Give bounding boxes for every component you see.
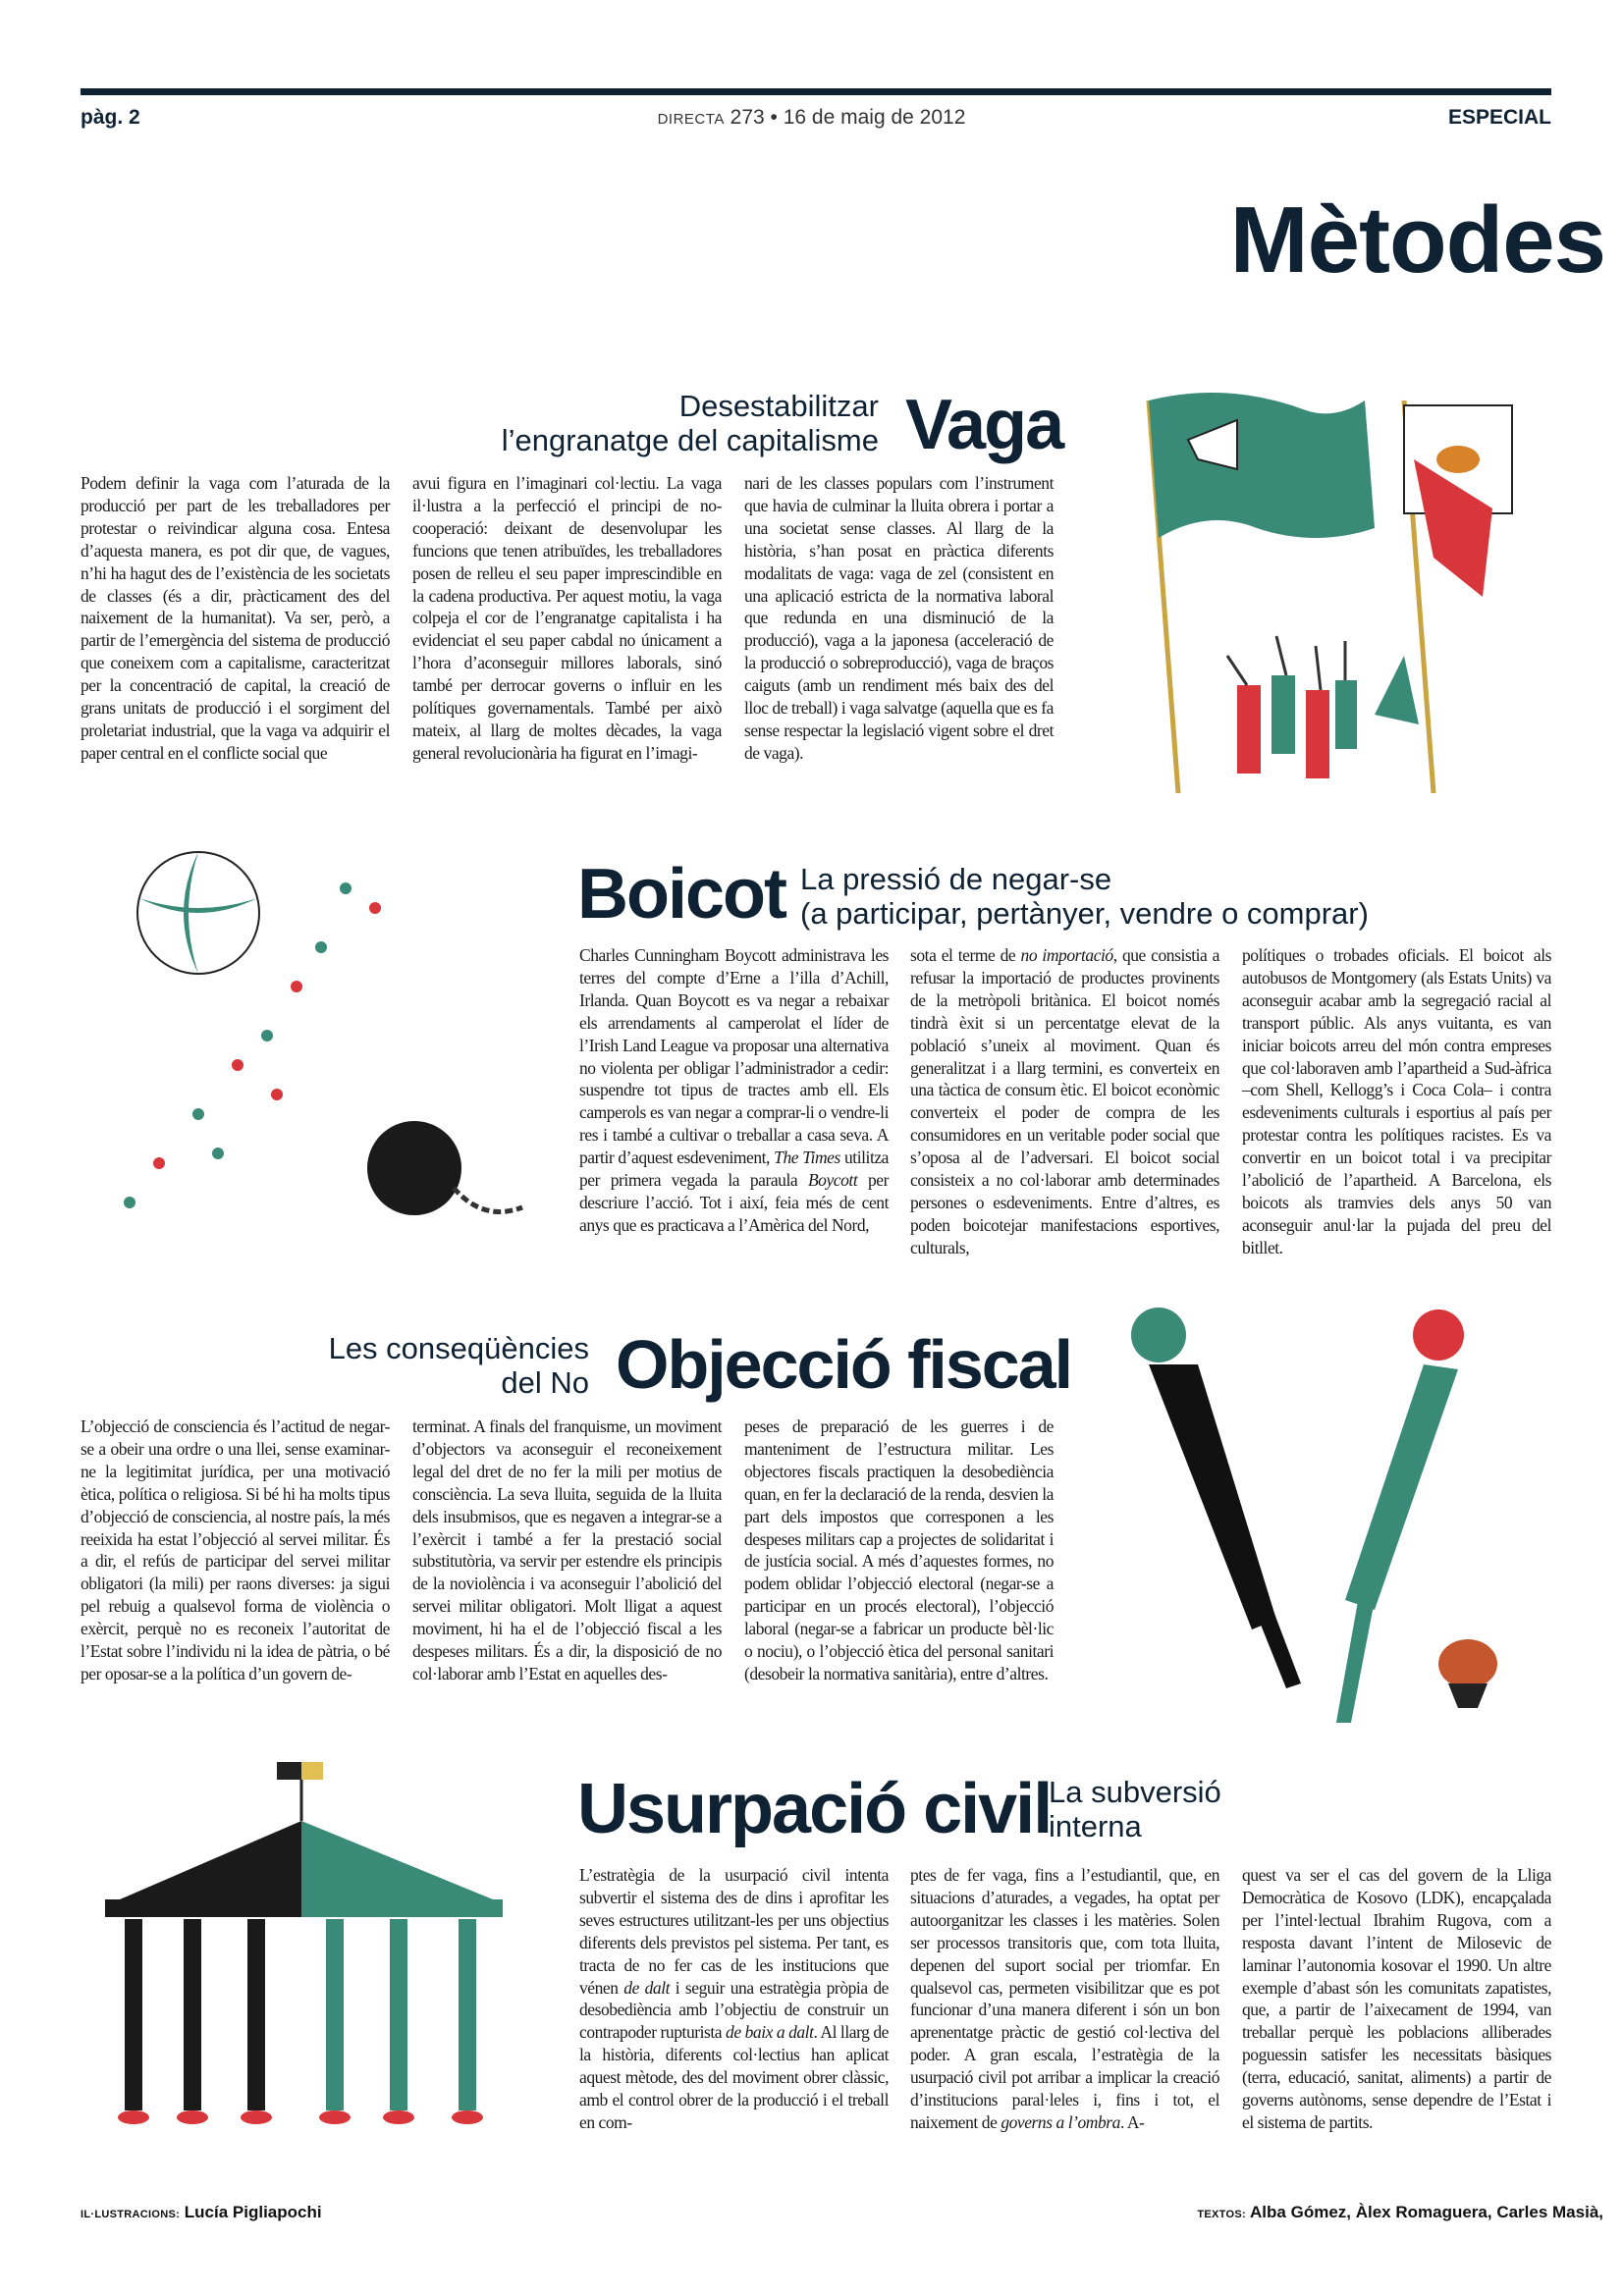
- italic-text: de baix a dalt: [726, 2022, 814, 2043]
- black-flag-icon: [277, 1762, 301, 1780]
- text: . Al llarg de la història, diferents col·lectius han aplicat aquest mètode, des del moviment obrer clàssic, amb el control obrer de la producció i el treball en com-: [579, 2022, 889, 2132]
- text-credit: [1197, 2203, 1603, 2222]
- vaga-illustration: [1080, 361, 1551, 803]
- boicot-column-1: [579, 944, 889, 1237]
- raised-hands-icon: [1227, 636, 1357, 778]
- objeccio-title: Objecció fiscal: [616, 1326, 1072, 1403]
- author-names: Alba Gómez, Àlex Romaguera, Carles Masià,: [1250, 2203, 1603, 2221]
- header-rule: [81, 88, 1551, 95]
- red-flag-icon: [1404, 400, 1512, 793]
- usurpacio-column-2: [910, 1864, 1219, 2134]
- italic-text: Boycott: [807, 1170, 858, 1191]
- page-number: pàg. 2: [81, 106, 140, 129]
- boicot-column-2: [910, 944, 1219, 1259]
- objeccio-column-1: L’objecció de consciencia és l’actitud de negar-se a obeir una ordre o una llei, sense examinar-ne la legitimitat jurídica, per una motivació ètica, política o religiosa. Si bé hi ha molts tipus d’objecció de consciencia, al nostre país, la més reeixida ha estat l’objecció al servei militar. És a dir, el refús de participar del servei militar obligatori (la mili) per raons diverses: ja sigui pel rebuig a qualsevol forma de violència o exèrcit, perquè no es reconeix l’autoritat de l’Estat sobre l’individu ni la idea de pàtria, o bé per oposar-se a la política d’un govern de-: [81, 1416, 390, 1683]
- boicot-kicker: [800, 862, 1369, 931]
- text: sota el terme de: [910, 945, 1021, 965]
- boicot-column-3: polítiques o trobades oficials. El boicot als autobusos de Montgomery (als Estats Units) va aconseguir acabar amb la segregació racial al transport públic. Als anys vuitanta, es van iniciar boicots arreu del món contra empreses que col·laboraven amb l’apartheid a Sud-àfrica –com Shell, Kellogg’s i Coca Cola– i contra esdeveniments culturals i esportius al país per protestar contra les polítiques racistes. Es va convertir en un boicot total i va precipitar l’abolició de l’apartheid. A Barcelona, els boicots als tramvies dels anys 50 van aconseguir anul·lar la pujada del preu del bitllet.: [1242, 945, 1551, 1257]
- section-label: ESPECIAL: [1447, 106, 1551, 129]
- text: L’estratègia de la usurpació civil intenta subvertir el sistema des de dins i aprofitar les seves estructures utilitzant-les per uns objectius diferents dels previstos pel sistema. Per tant, es tracta de no fer cas de les institucions que vénen: [579, 1865, 889, 1998]
- italic-text: The Times: [774, 1148, 840, 1168]
- publication-name: DIRECTA: [657, 111, 725, 128]
- plant-pot-icon: [1438, 1639, 1497, 1708]
- vaga-kicker-line2: l’engranatge del capitalisme: [501, 423, 879, 457]
- vaga-column-1: Podem definir la vaga com l’aturada de la producció per part de les treballadores per protestar o reivindicar alguna cosa. Entesa d’aquesta manera, es pot dir que, de vagues, n’hi ha hagut des de l’existència de les societats de classes (és a dir, pràcticament des del naixement de la humanitat). Va ser, però, a partir de l’emergència del sistema de producció que coneixem com a capitalisme, caracteritzat per la concentració de capital, la creació de grans unitats de producció i el sorgiment del proletariat industrial, que la vaga va adquirir el paper central en el conflicte social que: [81, 473, 390, 763]
- boicot-title: Boicot: [577, 855, 785, 934]
- italic-text: de dalt: [623, 1977, 671, 1998]
- boicot-illustration: [81, 839, 552, 1281]
- objeccio-column-3: peses de preparació de les guerres i de manteniment de l’estructura militar. Les objectores fiscals practiquen la desobediència quan, en fer la declaració de la renda, desvien la part dels impostos que corresponen a les despeses militars cap a projectes de solidaritat i de justícia social. A més d’aquestes formes, no podem oblidar l’objecció electoral (negar-se a participar en un procés electoral), l’objecció laboral (negar-se a fabricar un producte bèl·lic o nociu), o l’objecció ètica del personal sanitari (desobeir la normativa sanitària), entre d’altres.: [744, 1416, 1054, 1683]
- temple-building-icon: [105, 1762, 503, 2124]
- text: i seguir una estratègia pròpia de desobediència amb l’objectiu de construir un contrapoder rupturista: [579, 1977, 889, 2043]
- usurpacio-kicker: [1049, 1775, 1221, 1843]
- objeccio-kicker-line1: Les conseqüències: [328, 1331, 589, 1365]
- text: utilitza per primera vegada la paraula: [579, 1148, 889, 1191]
- soldier-figure-icon: [1131, 1308, 1301, 1688]
- text: . A-: [1119, 2111, 1145, 2132]
- usurpacio-title: Usurpació civil: [577, 1770, 1052, 1848]
- illustration-credit: [81, 2203, 322, 2222]
- usurpacio-illustration: [81, 1752, 552, 2150]
- objeccio-column-2: terminat. A finals del franquisme, un moviment d’objectors va aconseguir el reconeixement legal del dret de no fer la mili per motius de consciència. La seva lluita, seguida de la lluita dels insubmisos, que es negaven a integrar-se a l’exèrcit i també a fer la prestació social substitutòria, va servir per estendre els principis de la noviolència i va aconseguir l’abolició del servei militar obligatori. Molt lligat a aquest moviment, hi ha el de l’objecció fiscal a les despeses militars. És a dir, la disposició de no col·laborar amb l’Estat en aquelles des-: [412, 1416, 722, 1683]
- illustrations-label: IL·LUSTRACIONS:: [81, 2209, 181, 2220]
- text: per descriure l’acció. Tot i així, feia més de cent anys que es practicava a l’Amèrica del Nord,: [579, 1170, 889, 1235]
- boicot-kicker-line1: La pressió de negar-se: [800, 862, 1112, 896]
- issue-info: [0, 106, 1623, 130]
- text: , que consistia a refusar la importació de productes provinents de la metròpoli britànica. El boicot només tindrà èxit si un percentatge elevat de la població s’uneix al moviment. Quan és generalitzat i a llarg termini, es converteix en una tàctica de consum ètic. El boicot econòmic converteix el poder de compra de les consumidores en un veritable poder social que s’oposa al de l’adversari. El boicot social consisteix a no col·laborar amb determinades persones o esdeveniments. Entre d’altres, es poden boicotejar manifestacions esportives, culturals,: [910, 945, 1219, 1257]
- vaga-title: Vaga: [905, 386, 1063, 464]
- objeccio-kicker-line2: del No: [501, 1365, 589, 1400]
- usurpacio-kicker-line2: interna: [1049, 1809, 1142, 1843]
- objeccio-illustration: [1080, 1296, 1551, 1723]
- texts-label: TEXTOS:: [1197, 2209, 1246, 2220]
- vaga-kicker: [502, 389, 879, 457]
- text: Charles Cunningham Boycott administrava les terres del compte d’Erne a l’illa d’Achill, Irlanda. Quan Boycott es va negar a rebaixar els arrendaments al camperolat el líder de l’Irish Land League va proposar una alternativa no violenta per obligar l’administrador a cedir: suspendre tot tipus de tractes amb ell. Els camperols es van negar a comprar-li o vendre-li res i també a cultivar o treballar a casa seva. A partir d’aquest esdeveniment,: [579, 945, 889, 1168]
- issue-date: 273 • 16 de maig de 2012: [730, 106, 966, 129]
- italic-text: governs a l’ombra: [1001, 2111, 1120, 2132]
- text: ptes de fer vaga, fins a l’estudiantil, que, en situacions d’aturades, a vegades, ha optat per autoorganitzar les classes i les matèries. Solen ser processos transitoris que, com tota lluita, depenen del suport social per triomfar. En qualsevol cas, permeten visibilitzar que es pot funcionar d’una manera diferent i són un bon aprenentatge pràctic de gestió col·lectiva del poder. A gran escala, l’estratègia de la usurpació civil pot arribar a implicar la creació d’institucions paral·leles i, fins i tot, el naixement de: [910, 1865, 1219, 2132]
- italic-text: no importació: [1020, 945, 1113, 965]
- umbrella-icon: [1375, 656, 1419, 724]
- boicot-kicker-line2: (a participar, pertànyer, vendre o comprar): [800, 896, 1369, 931]
- ball-and-chain-icon: [367, 1121, 522, 1215]
- yellow-flag-icon: [301, 1762, 323, 1780]
- vaga-column-2: avui figura en l’imaginari col·lectiu. La vaga il·lustra a la perfecció el principi de no-cooperació: deixant de desenvolupar les funcions que tenen atribuïdes, les treballadores posen de relleu el seu paper imprescindible en la cadena productiva. Per aquest motiu, la vaga colpeja el cor de l’engranatge capitalista i ha evidenciat el seu paper cabdal no únicament a l’hora d’aconseguir millores laborals, sinó també per derrocar governs o influir en les polítiques governamentals. També per això mateix, al llarg de moltes dècades, la vaga general revolucionària ha figurat en l’imagi-: [412, 473, 722, 763]
- objeccio-kicker: [329, 1331, 589, 1400]
- page-title: Mètodes: [1229, 187, 1605, 293]
- usurpacio-kicker-line1: La subversió: [1049, 1775, 1221, 1809]
- vaga-kicker-line1: Desestabilitzar: [678, 389, 879, 423]
- vaga-column-3: nari de les classes populars com l’instrument que havia de culminar la lluita obrera i portar a una societat sense classes. Al llarg de la història, s’han posat en pràctica diferents modalitats de vaga: vaga de zel (consistent en una aplicació estricta de la normativa laboral que redunda en una disminució de la producció), vaga a la japonesa (acceleració de la producció o sobreproducció), vaga de braços caiguts (amb un rendiment més baix des del lloc de treball) i vaga salvatge (aquella que es fa sense respectar la legislació vigent sobre el dret de vaga).: [744, 473, 1054, 763]
- beach-ball-icon: [137, 852, 259, 974]
- usurpacio-column-1: [579, 1864, 889, 2134]
- illustrator-name: Lucía Pigliapochi: [184, 2203, 322, 2221]
- usurpacio-column-3: quest va ser el cas del govern de la Lliga Democràtica de Kosovo (LDK), encapçalada per l’intel·lectual Ibrahim Rugova, com a resposta davant l’intent de Milosevic de laminar l’autonomia kosovar el 1990. Un altre exemple d’abast són les comunitats zapatistes, que, a partir de l’aixecament de 1994, van treballar perquè les poblacions alliberades poguessin satisfer les necessitats bàsiques (terra, educació, sanitat, aliments) a partir de governs autònoms, sense dependre de l’Estat i el sistema de partits.: [1242, 1865, 1551, 2132]
